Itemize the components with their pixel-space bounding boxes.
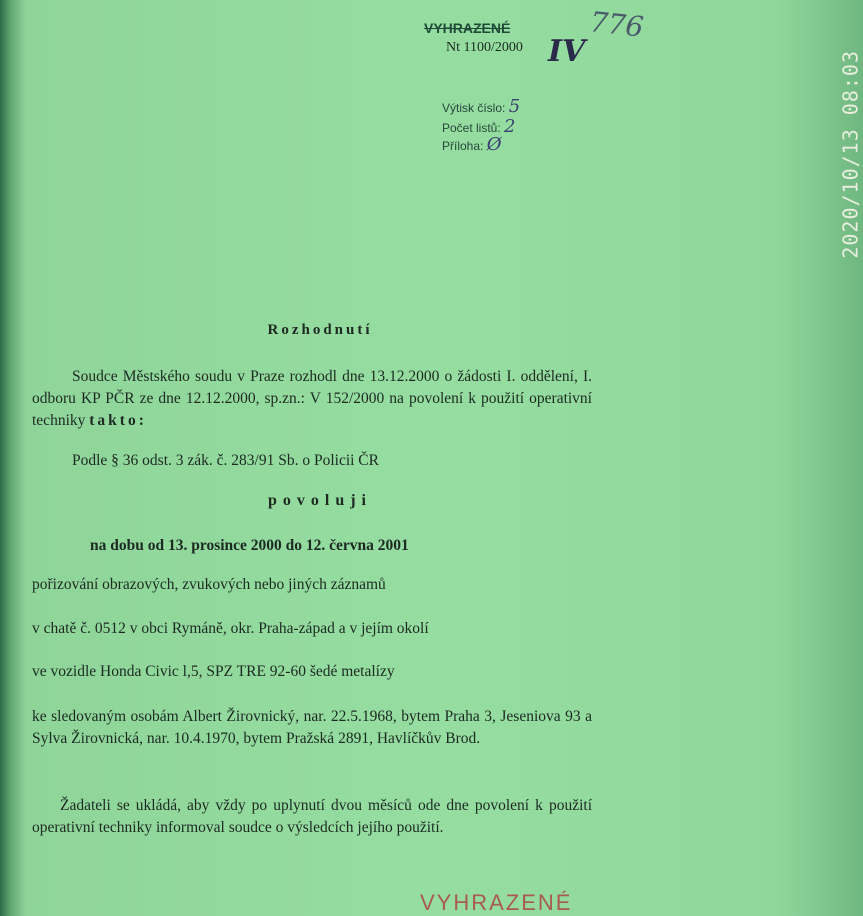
classification-header: VYHRAZENÉ	[424, 20, 511, 36]
sheet-count-label: Počet listů:	[442, 121, 501, 135]
persons-paragraph: ke sledovaným osobám Albert Žirovnický, nar. 22.5.1968, bytem Praha 3, Jeseniova 93 a Sylva Žirovnická, nar. 10.4.1970, bytem Pražská 2891, Havlíčkův Brod.	[32, 708, 592, 747]
handwritten-roman-numeral: IV	[548, 34, 586, 69]
attachment-field	[442, 134, 501, 155]
attachment-label: Příloha:	[442, 139, 484, 153]
classification-stamp-bottom: VYHRAZENÉ	[420, 890, 573, 915]
instruction-paragraph: Žadateli se ukládá, aby vždy po uplynutí dvou měsíců ode dne povolení k použití operativní techniky informoval soudce o výsledcích jejího použití.	[32, 797, 592, 836]
sheet-count-value: 2	[504, 116, 516, 137]
photo-timestamp: 2020/10/13 08:03	[838, 50, 863, 259]
location-line: v chatě č. 0512 v obci Rymáně, okr. Praha-západ a v jejím okolí	[32, 620, 429, 637]
decision-heading: povoluji	[267, 492, 372, 509]
attachment-value: Ø	[486, 134, 502, 155]
copy-number-label: Výtisk číslo:	[442, 101, 506, 115]
document-title: Rozhodnutí	[267, 322, 373, 338]
copy-number-value: 5	[508, 96, 521, 117]
intro-text: Soudce Městského soudu v Praze rozhodl dne 13.12.2000 o žádosti I. oddělení, I. odboru KP PČR ze dne 12.12.2000, sp.zn.: V 152/2000 na povolení k použití operativní techniky	[32, 368, 592, 429]
purpose-line: pořizování obrazových, zvukových nebo jiných záznamů	[32, 576, 386, 593]
legal-basis: Podle § 36 odst. 3 zák. č. 283/91 Sb. o Policii ČR	[72, 452, 379, 469]
authorization-period: na dobu od 13. prosince 2000 do 12. června 2001	[90, 537, 409, 554]
intro-emphasis: takto:	[89, 412, 147, 429]
handwritten-page-mark: 776	[588, 5, 646, 44]
copy-number-field	[442, 96, 520, 117]
case-reference: Nt 1100/2000	[446, 40, 523, 55]
intro-paragraph	[32, 366, 592, 432]
vehicle-line: ve vozidle Honda Civic l,5, SPZ TRE 92-60 šedé metalízy	[32, 663, 395, 680]
